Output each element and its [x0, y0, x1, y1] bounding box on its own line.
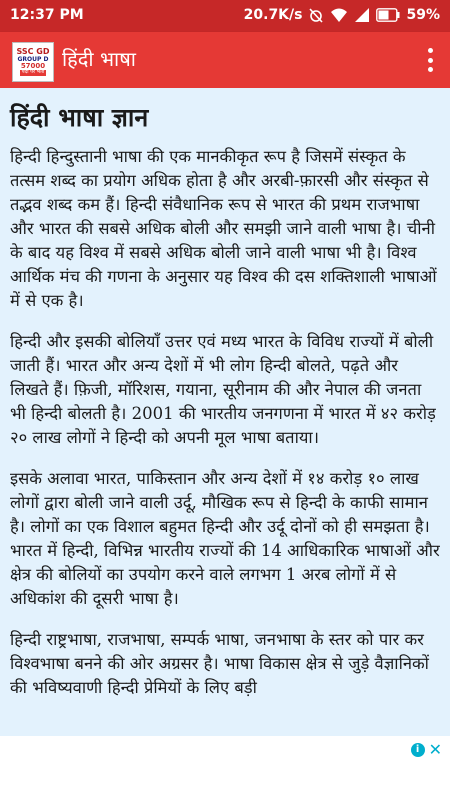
menu-dot	[428, 58, 433, 63]
menu-dot	[428, 67, 433, 72]
signal-icon	[354, 7, 370, 23]
logo-line-2: GROUP D	[17, 55, 49, 63]
app-title: हिंदी भाषा	[62, 47, 136, 71]
ad-banner[interactable]	[0, 736, 450, 800]
article-paragraph-3: इसके अलावा भारत, पाकिस्तान और अन्य देशों में १४ करोड़ १० लाख लोगों द्वारा बोली जाने वाली उर्दू, मौखिक रूप से हिन्दी के काफी सामान है। लोगों का एक विशाल बहुमत हिन्दी और उर्दू दोनों को ही समझता है। भारत में हिन्दी, विभिन्न भारतीय राज्यों की 14 आधिकारिक भाषाओं और क्षेत्र की बोलियों का उपयोग करने वाले लगभग 1 अरब लोगों में से अधिकांश की दूसरी भाषा है।	[10, 469, 440, 608]
article-paragraph-4: हिन्दी राष्ट्रभाषा, राजभाषा, सम्पर्क भाषा, जनभाषा के स्तर को पार कर विश्वभाषा बनने की ओर अग्रसर है। भाषा विकास क्षेत्र से जुड़े वैज्ञानिकों की भविष्यवाणी हिन्दी प्रेमियों के लिए बड़ी	[10, 630, 429, 697]
article-paragraph-1: हिन्दी हिन्दुस्तानी भाषा की एक मानकीकृत रूप है जिसमें संस्कृत के तत्सम शब्द का प्रयोग अधिक होता है और अरबी-फ़ारसी और संस्कृत से तद्भव शब्द कम हैं। हिन्दी संवैधानिक रूप से भारत की प्रथम राजभाषा और भारत की सबसे अधिक बोली और समझी जाने वाली भाषा है। चीनी के बाद यह विश्व में सबसे अधिक बोली जाने वाली भाषा भी है। विश्व आर्थिक मंच की गणना के अनुसार यह विश्व की दस शक्तिशाली भाषाओं में से एक है।	[10, 147, 437, 310]
status-time: 12:37 PM	[10, 7, 84, 23]
logo-line-4: पदो पर भर्ती	[21, 69, 45, 76]
network-speed: 20.7K/s	[243, 7, 303, 23]
wifi-icon	[330, 7, 348, 23]
logo-line-1: SSC GD	[16, 47, 50, 57]
app-bar	[0, 32, 450, 88]
status-icons	[244, 7, 440, 23]
article-paragraph-2: हिन्दी और इसकी बोलियाँ उत्तर एवं मध्य भारत के विविध राज्यों में बोली जाती हैं। भारत और अन्य देशों में भी लोग हिन्दी बोलते, पढ़ते और लिखते हैं। फ़िजी, मॉरिशस, गयाना, सूरीनाम की और नेपाल की जनता भी हिन्दी बोलती है। 2001 की भारतीय जनगणना में भारत में ४२ करोड़ २० लाख लोगों ने हिन्दी को अपनी मूल भाषा बताया।	[10, 332, 436, 447]
article-heading: हिंदी भाषा ज्ञान	[10, 103, 149, 132]
ad-info-icon[interactable]: i	[411, 743, 425, 757]
logo-line-3: 57000	[20, 62, 46, 71]
battery-icon	[376, 8, 400, 22]
overflow-menu-icon[interactable]	[418, 46, 442, 74]
app-logo	[12, 42, 54, 82]
battery-percent: 59%	[406, 7, 440, 23]
article-content[interactable]	[0, 88, 450, 736]
menu-dot	[428, 48, 433, 53]
alarm-off-icon	[308, 7, 324, 23]
ad-close-icon[interactable]: ✕	[428, 740, 442, 759]
status-bar	[0, 0, 450, 32]
ad-choices	[411, 740, 442, 759]
